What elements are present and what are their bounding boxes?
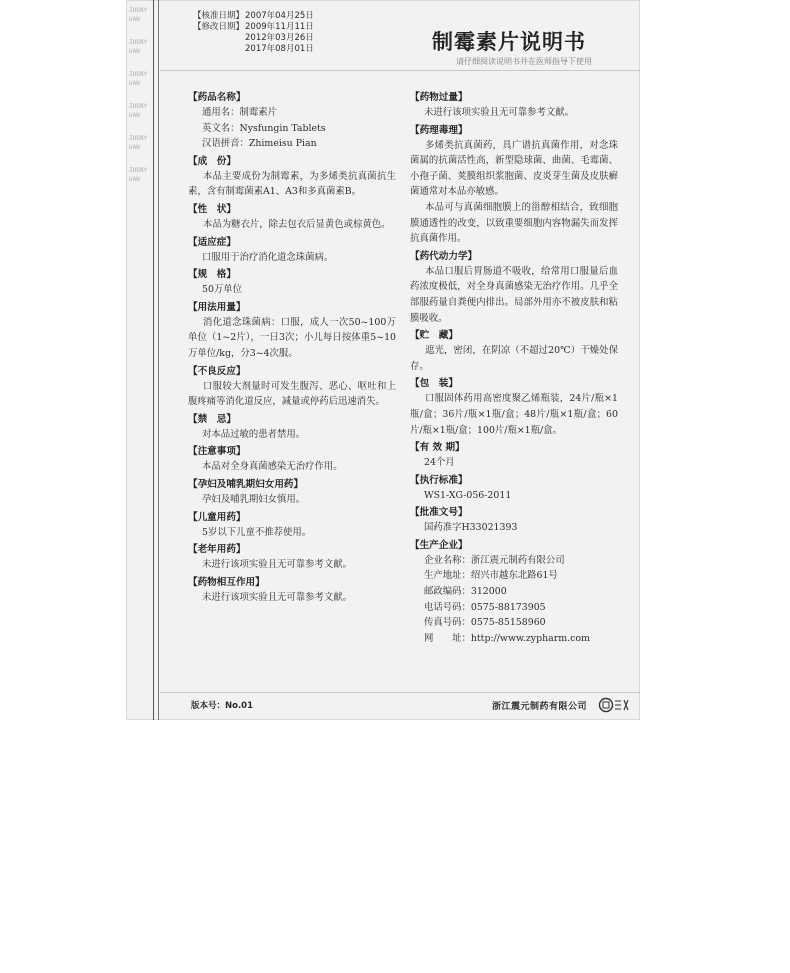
storage-text: 遮光，密闭，在阴凉（不超过20℃）干燥处保存。 xyxy=(410,345,618,372)
pharmacology-text-1: 多烯类抗真菌药，具广谱抗真菌作用，对念珠菌属的抗菌活性高，新型隐球菌、曲菌、毛霉菌、小孢子菌、荚膜组织浆胞菌、皮炎芽生菌及皮肤癣菌通常对本品亦敏感。 xyxy=(410,139,618,198)
left-column xyxy=(188,88,396,605)
section-heading: 【成 份】 xyxy=(188,155,236,167)
section-heading: 【有 效 期】 xyxy=(410,442,465,454)
section-heading: 【用法用量】 xyxy=(188,301,246,313)
generic-name: 通用名：制霉素片 xyxy=(202,107,278,118)
section-heading: 【老年用药】 xyxy=(188,544,246,556)
indication-text: 口服用于治疗消化道念珠菌病。 xyxy=(202,251,334,263)
section-heading: 【孕妇及哺乳期妇女用药】 xyxy=(188,478,304,490)
side-watermark xyxy=(129,6,149,706)
document-subtitle: 请仔细阅读说明书并在医师指导下使用 xyxy=(456,57,592,66)
revision-dates xyxy=(193,11,314,55)
english-name: 英文名：Nysfungin Tablets xyxy=(202,122,326,134)
date-row xyxy=(193,44,314,55)
approval-number-text: 国药准字H33021393 xyxy=(424,522,518,534)
watermark-text: ZHENYUAN xyxy=(129,135,148,151)
watermark-text: ZHENYUAN xyxy=(129,71,148,87)
section-heading: 【禁 忌】 xyxy=(188,413,236,425)
date-row xyxy=(193,11,314,22)
overdose-text: 未进行该项实验且无可靠参考文献。 xyxy=(424,107,575,118)
section-heading: 【不良反应】 xyxy=(188,365,246,377)
section-heading: 【包 装】 xyxy=(410,378,458,390)
section-heading: 【药物相互作用】 xyxy=(188,576,265,588)
section-heading: 【儿童用药】 xyxy=(188,511,246,523)
section-heading: 【生产企业】 xyxy=(410,539,468,551)
geriatric-text: 未进行该项实验且无可靠参考文献。 xyxy=(202,559,353,571)
composition-text: 本品主要成份为制霉素，为多烯类抗真菌抗生素，含有制霉菌素A1、A3和多真菌素B。 xyxy=(188,170,396,198)
pediatric-text: 5岁以下儿童不推荐使用。 xyxy=(202,526,312,538)
phone-number: 电话号码：0575-88173905 xyxy=(424,601,546,613)
section-heading: 【注意事项】 xyxy=(188,446,246,458)
section-heading: 【适应症】 xyxy=(188,236,236,248)
pharmacology-text-2: 本品可与真菌细胞膜上的甾醇相结合，致细胞膜通透性的改变，以致重要细胞内容物漏失而发挥抗真菌作用。 xyxy=(410,201,618,245)
footer-company: 浙江震元制药有限公司 xyxy=(492,702,588,712)
section-heading: 【药物过量】 xyxy=(410,92,468,103)
section-heading: 【规 格】 xyxy=(188,269,236,281)
side-rule xyxy=(153,0,154,720)
company-logo-icon xyxy=(597,696,633,714)
manufacturer-address: 生产地址：绍兴市越东北路61号 xyxy=(424,570,558,582)
pinyin-name: 汉语拼音：Zhimeisu Pian xyxy=(202,138,317,150)
description-text: 本品为糖衣片，除去包衣后显黄色或棕黄色。 xyxy=(203,218,391,230)
packaging-text: 口服固体药用高密度聚乙烯瓶装，24片/瓶×1瓶/盒；36片/瓶×1瓶/盒；48片/瓶×1瓶/盒；60片/瓶×1瓶/盒；100片/瓶×1瓶/盒。 xyxy=(410,393,618,436)
section-heading: 【贮 藏】 xyxy=(410,330,458,342)
section-heading: 【批准文号】 xyxy=(410,507,468,519)
watermark-text: ZHENYUAN xyxy=(129,7,148,23)
dosage-text: 消化道念珠菌病：口服，成人一次50~100万单位（1~2片），一日3次；小儿每日按体重5~10万单位/kg，分3~4次服。 xyxy=(188,316,396,359)
pharmacokinetics-text: 本品口服后胃肠道不吸收，给常用口服量后血药浓度极低，对全身真菌感染无治疗作用。几乎全部服药量自粪便内排出。局部外用亦不被皮肤和粘膜吸收。 xyxy=(410,265,618,324)
watermark-text: ZHENYUAN xyxy=(129,39,148,55)
date-label: 【修改日期】 xyxy=(193,22,245,32)
section-heading: 【药品名称】 xyxy=(188,92,246,103)
date-label: 【核准日期】 xyxy=(193,11,245,21)
section-heading: 【药代动力学】 xyxy=(410,250,478,262)
fax-number: 传真号码：0575-85158960 xyxy=(424,617,546,629)
interactions-text: 未进行该项实验且无可靠参考文献。 xyxy=(202,591,353,603)
pregnancy-text: 孕妇及哺乳期妇女慎用。 xyxy=(202,493,306,505)
section-heading: 【药理毒理】 xyxy=(410,124,468,136)
standard-text: WS1-XG-056-2011 xyxy=(424,489,512,501)
manufacturer-name: 企业名称：浙江震元制药有限公司 xyxy=(424,554,565,566)
right-column xyxy=(410,88,618,646)
contraindications-text: 对本品过敏的患者禁用。 xyxy=(202,428,306,440)
postal-code: 邮政编码：312000 xyxy=(424,586,507,598)
date-row xyxy=(193,33,314,44)
footer-divider xyxy=(160,692,640,693)
website: 网 址：http://www.zypharm.com xyxy=(424,632,590,644)
section-heading: 【性 状】 xyxy=(188,203,236,215)
precautions-text: 本品对全身真菌感染无治疗作用。 xyxy=(202,461,343,473)
adverse-reactions-text: 口服较大剂量时可发生腹泻、恶心、呕吐和上腹疼痛等消化道反应，减量或停药后迅速消失。 xyxy=(188,380,396,408)
date-row xyxy=(193,22,314,33)
shelf-life-text: 24个月 xyxy=(424,457,455,469)
section-heading: 【执行标准】 xyxy=(410,474,468,486)
watermark-text: ZHENYUAN xyxy=(129,167,148,183)
watermark-text: ZHENYUAN xyxy=(129,103,148,119)
specification-text: 50万单位 xyxy=(202,284,243,296)
header-divider xyxy=(160,70,640,71)
date-value: 2012年03月26日 xyxy=(245,33,314,43)
date-value: 2017年08月01日 xyxy=(245,44,314,54)
date-value: 2007年04月25日 xyxy=(245,11,314,21)
version-number: 版本号：No.01 xyxy=(191,701,254,711)
document-title: 制霉素片说明书 xyxy=(432,30,586,54)
date-value: 2009年11月11日 xyxy=(245,22,314,32)
side-rule-2 xyxy=(158,0,159,720)
